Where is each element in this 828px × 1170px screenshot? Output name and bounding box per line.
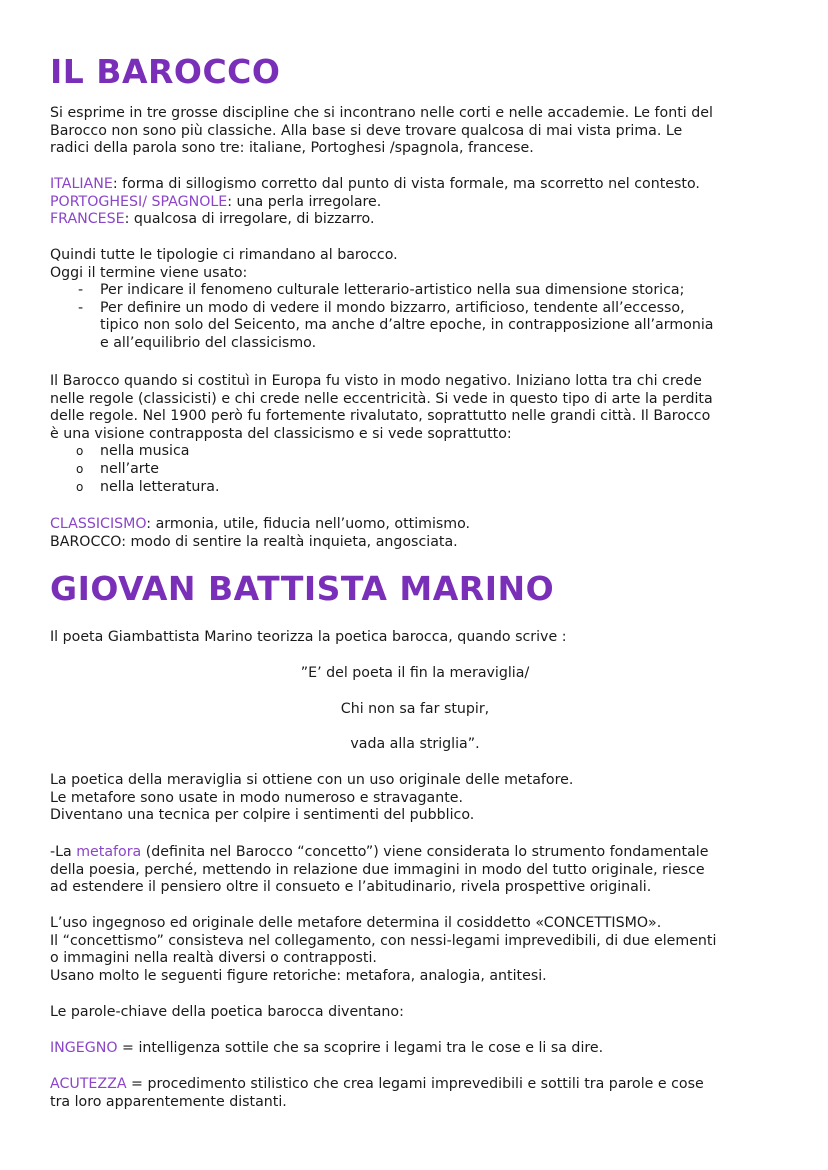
keyword-ingegno: [50, 1040, 780, 1058]
root-text: : una perla irregolare.: [227, 193, 382, 210]
text-span: (definita nel Barocco “concetto”) viene considerata lo strumento fondamentale: [141, 844, 709, 860]
text-line: La poetica della meraviglia si ottiene con un uso originale delle metafore.: [50, 772, 574, 788]
text-line: radici della parola sono tre: italiane, Portoghesi /spagnola, francese.: [50, 140, 534, 157]
usage-item: [50, 282, 780, 300]
text-line: Si esprime in tre grosse discipline che si incontrano nelle corti e nelle accademie. Le fonti del: [50, 105, 713, 121]
usage-paragraph: [50, 247, 780, 353]
text-line: o immagini nella realtà diversi o contrapposti.: [50, 950, 377, 967]
root-label: FRANCESE: [50, 211, 125, 228]
concettismo-paragraph: [50, 915, 780, 985]
metafora-label: metafora: [76, 844, 142, 860]
compare-barocco: [50, 534, 780, 552]
text-line: Il Barocco quando si costituì in Europa fu visto in modo negativo. Iniziano lotta tra chi crede: [50, 373, 702, 389]
text-line: è una visione contrapposta del classicismo e si vede soprattutto:: [50, 425, 512, 442]
area-text: nella letteratura.: [100, 478, 220, 495]
text-line: Per indicare il fenomeno culturale letterario-artistico nella sua dimensione storica;: [100, 282, 685, 299]
text-line: Barocco non sono più classiche. Alla base si deve trovare qualcosa di mai vista prima. Le: [50, 122, 683, 139]
quote-block: [50, 665, 780, 683]
usage-item: [50, 300, 780, 353]
keyword-label: ACUTEZZA: [50, 1076, 127, 1092]
area-text: nella musica: [100, 443, 190, 460]
text-line: [50, 844, 780, 862]
area-text: nell’arte: [100, 460, 159, 477]
root-portoghesi: [50, 194, 780, 212]
keywords-intro: [50, 1004, 780, 1022]
circle-bullet: o: [76, 461, 84, 476]
text-line: Il poeta Giambattista Marino teorizza la poetica barocca, quando scrive :: [50, 629, 567, 645]
word-roots-list: [50, 176, 780, 229]
area-item: [50, 443, 780, 461]
meraviglia-paragraph: [50, 772, 780, 825]
keyword-text: = procedimento stilistico che crea legami imprevedibili e sottili tra parole e cose: [126, 1076, 704, 1092]
keyword-label: INGEGNO: [50, 1040, 118, 1056]
quote-line: ”E’ del poeta il fin la meraviglia/: [300, 665, 530, 681]
quote-line: vada alla striglia”.: [350, 736, 480, 752]
text-line: Usano molto le seguenti figure retoriche: metafora, analogia, antitesi.: [50, 967, 547, 984]
root-italiane: [50, 176, 780, 194]
compare-label: CLASSICISMO: [50, 516, 147, 532]
history-paragraph: [50, 373, 780, 496]
quote-line: Chi non sa far stupir,: [340, 701, 490, 717]
text-line: Oggi il termine viene usato:: [50, 264, 248, 281]
section-title-marino: GIOVAN BATTISTA MARINO: [50, 569, 555, 608]
keyword-acutezza: [50, 1076, 780, 1111]
metafora-paragraph: [50, 844, 780, 897]
root-label: PORTOGHESI/ SPAGNOLE: [50, 193, 228, 210]
root-label: ITALIANE: [50, 176, 113, 192]
intro-paragraph: [50, 105, 780, 158]
area-item: [50, 479, 780, 497]
root-francese: [50, 211, 780, 229]
quote-block: [50, 736, 780, 754]
compare-classicismo: [50, 516, 780, 534]
text-line: L’uso ingegnoso ed originale delle metafore determina il cosiddetto «CONCETTISMO».: [50, 915, 662, 931]
text-line: Per definire un modo di vedere il mondo bizzarro, artificioso, tendente all’eccesso,: [100, 299, 685, 316]
dash-bullet: -: [78, 282, 84, 299]
area-item: [50, 461, 780, 479]
keyword-text: = intelligenza sottile che sa scoprire i legami tra le cose e li sa dire.: [117, 1040, 604, 1056]
text-line: Le parole-chiave della poetica barocca diventano:: [50, 1004, 404, 1020]
text-line: ad estendere il pensiero oltre il consueto e l’abitudinario, rivela prospettive originali.: [50, 879, 652, 896]
circle-bullet: o: [76, 444, 84, 459]
text-line: tipico non solo del Seicento, ma anche d’altre epoche, in contrapposizione all’armonia: [100, 317, 714, 334]
text-line: nelle regole (classicisti) e chi crede nelle eccentricità. Si vede in questo tipo di arte la perdita: [50, 390, 713, 407]
text-span: -La: [50, 844, 77, 860]
section-title-barocco: IL BAROCCO: [50, 52, 281, 91]
text-line: tra loro apparentemente distanti.: [50, 1093, 287, 1110]
root-text: : forma di sillogismo corretto dal punto di vista formale, ma scorretto nel contesto.: [112, 176, 700, 192]
text-line: Il “concettismo” consisteva nel collegamento, con nessi-legami imprevedibili, di due elementi: [50, 932, 717, 949]
text-line: Diventano una tecnica per colpire i sentimenti del pubblico.: [50, 807, 475, 824]
compare-text: BAROCCO: modo di sentire la realtà inquieta, angosciata.: [50, 533, 458, 550]
quote-block: [50, 701, 780, 719]
marino-intro: [50, 629, 780, 647]
root-text: : qualcosa di irregolare, di bizzarro.: [124, 211, 375, 228]
text-line: [50, 1076, 780, 1094]
text-line: delle regole. Nel 1900 però fu fortemente rivalutato, soprattutto nelle grandi città. Il Barocco: [50, 408, 711, 425]
circle-bullet: o: [76, 479, 84, 494]
compare-text: : armonia, utile, fiducia nell’uomo, ottimismo.: [146, 516, 471, 532]
text-line: Quindi tutte le tipologie ci rimandano al barocco.: [50, 247, 398, 263]
text-line: della poesia, perché, mettendo in relazione due immagini in modo del tutto originale, riesce: [50, 861, 705, 878]
dash-bullet: -: [78, 299, 84, 316]
comparison-block: [50, 516, 780, 551]
text-line: [50, 1040, 780, 1058]
text-line: Le metafore sono usate in modo numeroso e stravagante.: [50, 789, 464, 806]
text-line: e all’equilibrio del classicismo.: [100, 334, 317, 351]
